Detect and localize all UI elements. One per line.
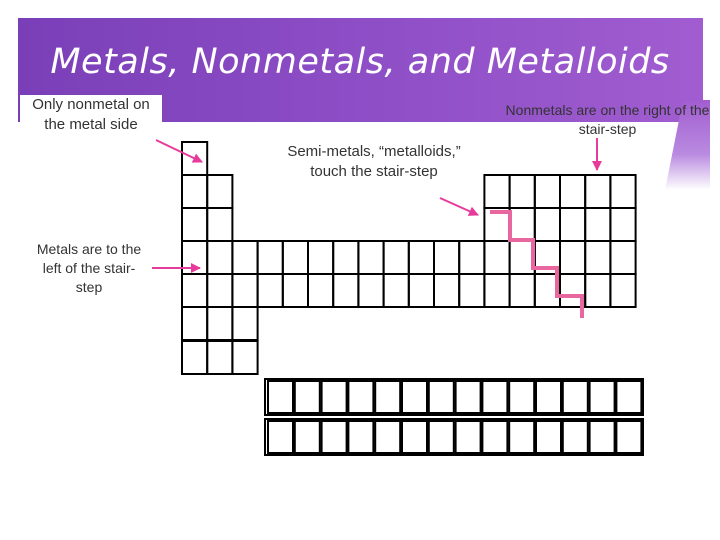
f-block-cell xyxy=(590,421,615,453)
arrow-only-nonmetal xyxy=(156,140,202,162)
table-cell xyxy=(610,175,635,208)
label-only-nonmetal: Only nonmetal on the metal side xyxy=(20,95,162,136)
f-block-cell xyxy=(268,421,293,453)
table-cell xyxy=(207,208,232,241)
f-block-cell xyxy=(616,381,641,413)
f-block-cell xyxy=(509,381,534,413)
slide-title: Metals, Nonmetals, and Metalloids xyxy=(50,42,670,82)
table-cell xyxy=(232,241,257,274)
f-block-cell xyxy=(429,381,454,413)
table-cell xyxy=(585,241,610,274)
table-cell xyxy=(182,341,207,374)
table-cell xyxy=(434,241,459,274)
table-cell xyxy=(283,241,308,274)
label-semi-metals: Semi-metals, “metalloids,” touch the stair-step xyxy=(287,143,461,181)
table-cell xyxy=(308,274,333,307)
table-cell xyxy=(358,241,383,274)
table-cell xyxy=(258,274,283,307)
f-block-cell xyxy=(563,381,588,413)
table-cell xyxy=(585,208,610,241)
f-block-cell xyxy=(563,421,588,453)
table-cell xyxy=(182,208,207,241)
table-cell xyxy=(610,208,635,241)
label-nonmetals-right: Nonmetals are on the right of the stair-step xyxy=(505,102,710,137)
table-cell xyxy=(207,274,232,307)
f-block-cell xyxy=(536,381,561,413)
table-cell xyxy=(283,274,308,307)
table-cell xyxy=(358,274,383,307)
f-block-cell xyxy=(348,381,373,413)
table-cell xyxy=(409,274,434,307)
table-cell xyxy=(333,274,358,307)
table-cell xyxy=(207,341,232,374)
f-block-cell xyxy=(402,421,427,453)
table-cell xyxy=(484,241,509,274)
f-block-cell xyxy=(295,421,320,453)
stair-step-line xyxy=(490,212,582,318)
table-cell xyxy=(333,241,358,274)
f-block-cell xyxy=(590,381,615,413)
f-block-cell xyxy=(322,381,347,413)
f-block-cell xyxy=(375,421,400,453)
periodic-table-grid xyxy=(182,142,636,374)
arrow-semi-metals xyxy=(440,198,478,215)
f-block-cell xyxy=(322,421,347,453)
table-cell xyxy=(232,341,257,374)
f-block-cell xyxy=(482,421,507,453)
f-block-cell xyxy=(375,381,400,413)
table-cell xyxy=(207,241,232,274)
table-cell xyxy=(182,175,207,208)
f-block-cell xyxy=(536,421,561,453)
table-cell xyxy=(384,241,409,274)
f-block-cell xyxy=(482,381,507,413)
f-block-cell xyxy=(616,421,641,453)
table-cell xyxy=(459,274,484,307)
table-cell xyxy=(484,175,509,208)
table-cell xyxy=(510,208,535,241)
table-cell xyxy=(232,307,257,340)
table-cell xyxy=(384,274,409,307)
f-block-rows xyxy=(265,379,643,455)
table-cell xyxy=(409,241,434,274)
f-block-cell xyxy=(456,381,481,413)
table-cell xyxy=(510,175,535,208)
table-cell xyxy=(560,241,585,274)
table-cell xyxy=(560,208,585,241)
table-cell xyxy=(585,175,610,208)
table-cell xyxy=(535,175,560,208)
table-cell xyxy=(308,241,333,274)
table-cell xyxy=(610,241,635,274)
table-cell xyxy=(484,274,509,307)
f-block-cell xyxy=(348,421,373,453)
table-cell xyxy=(207,175,232,208)
f-block-cell xyxy=(402,381,427,413)
table-cell xyxy=(585,274,610,307)
table-cell xyxy=(459,241,484,274)
table-cell xyxy=(182,307,207,340)
table-cell xyxy=(258,241,283,274)
f-block-cell xyxy=(429,421,454,453)
table-cell xyxy=(560,175,585,208)
table-cell xyxy=(510,274,535,307)
f-block-cell xyxy=(295,381,320,413)
table-cell xyxy=(232,274,257,307)
table-cell xyxy=(434,274,459,307)
label-metals-left: Metals are to the left of the stair- step xyxy=(36,241,142,295)
f-block-cell xyxy=(509,421,534,453)
f-block-cell xyxy=(268,381,293,413)
f-block-cell xyxy=(456,421,481,453)
table-cell xyxy=(182,241,207,274)
table-cell xyxy=(610,274,635,307)
table-cell xyxy=(182,274,207,307)
table-cell xyxy=(207,307,232,340)
table-cell xyxy=(535,208,560,241)
